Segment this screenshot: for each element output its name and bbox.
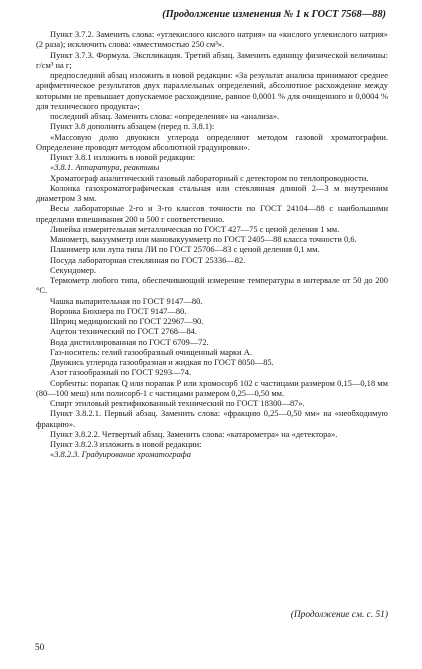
section-heading-apparatus: «3.8.1. Аппаратура, реактивы — [50, 162, 160, 173]
continuation-header: (Продолжение изменения № 1 к ГОСТ 7568—88) — [162, 9, 386, 20]
paragraph: Азот газообразный по ГОСТ 9293—74. — [50, 367, 192, 378]
page-number: 50 — [35, 642, 45, 652]
paragraph: Спирт этиловый ректификованный технический по ГОСТ 18300—87». — [50, 398, 305, 408]
document-body — [36, 29, 388, 460]
paragraph: Чашка выпарительная по ГОСТ 9147—80. — [50, 295, 203, 306]
paragraph: Пункт 3.8.2.2. Четвертый абзац. Заменить слова: «катарометра» на «детектора». — [50, 428, 338, 439]
paragraph: Пункт 3.7.3. Формула. Экспликация. Третий абзац. Заменить единицу физической величины: г/см³ на г; — [36, 49, 388, 70]
paragraph: Хроматограф аналитический газовый лабораторный с детектором по теплопроводности. — [50, 172, 369, 183]
paragraph: Манометр, вакуумметр или мановакуумметр по ГОСТ 2405—88 класса точности 0,6. — [50, 234, 357, 244]
paragraph: Термометр любого типа, обеспечивающий измерение температуры в интервале от 50 до 200 °С. — [36, 275, 388, 296]
paragraph: Весы лабораторные 2-го и 3-го классов точности по ГОСТ 24104—88 с наибольшими пределами взвешивания 200 и 500 г соответственно. — [36, 203, 388, 224]
section-heading-calibration: «3.8.2.3. Градуирование хроматографа — [50, 449, 191, 460]
paragraph: Газ-носитель: гелий газообразный очищенный марки А. — [50, 346, 252, 357]
paragraph: Шприц медицинский по ГОСТ 22967—90. — [50, 316, 204, 326]
paragraph: Колонка газохроматографическая стальная или стеклянная длиной 2—3 м внутренним диаметром 3 мм. — [36, 182, 388, 203]
paragraph: Планиметр или лупа типа ЛИ по ГОСТ 25706—83 с ценой деления 0,1 мм. — [50, 244, 320, 255]
paragraph: Пункт 3.8.2.1. Первый абзац. Заменить слова: «фракцию 0,25—0,50 мм» на «необходимую фракцию». — [36, 408, 388, 429]
paragraph: Посуда лабораторная стеклянная по ГОСТ 25336—82. — [50, 254, 246, 265]
paragraph: Линейка измерительная металлическая по ГОСТ 427—75 с ценой деления 1 мм. — [50, 223, 340, 234]
paragraph: Пункт 3.8.1 изложить в новой редакции: — [50, 152, 196, 162]
paragraph: Пункт 3.8.2.3 изложить в новой редакции: — [50, 439, 202, 449]
paragraph: последний абзац. Заменить слова: «определения» на «анализа». — [50, 111, 280, 121]
paragraph: Ацетон технический по ГОСТ 2768—84. — [50, 326, 197, 337]
paragraph: Вода дистиллированная по ГОСТ 6709—72. — [50, 336, 209, 347]
continuation-footer: (Продолжение см. с. 51) — [290, 610, 388, 620]
paragraph: Двуокись углерода газообразная и жидкая по ГОСТ 8050—85. — [50, 357, 274, 367]
paragraph: предпоследний абзац изложить в новой редакции: «За результат анализа принимают среднее арифметическое результатов двух параллельных определений, абсолютное расхождение между которыми не превышает допускаемое расхождение, равное 0,0001 % для очищенного и 0,0004 % для технического продукта»; — [36, 70, 388, 111]
paragraph: Пункт 3.8 дополнить абзацем (перед п. 3.8.1): — [50, 121, 215, 132]
paragraph: Воронка Бюхнера по ГОСТ 9147—80. — [50, 305, 187, 316]
paragraph: Секундомер. — [50, 264, 96, 275]
paragraph: Сорбенты: порапак Q или порапак Р или хромосорб 102 с частицами размером 0,15—0,18 мм (80—100 меш) или полисорб-1 с частицами размером 0,25—0,50 мм. — [36, 377, 388, 398]
paragraph: «Массовую долю двуокиси углерода определяют методом газовой хроматографии. Определение проводят методом абсолютной градуировки». — [36, 131, 388, 152]
paragraph: Пункт 3.7.2. Заменить слова: «углекислого кислого натрия» на «кислого углекислого натрия» (2 раза); исключить слова: «вместимостью 250 см³». — [36, 29, 388, 50]
